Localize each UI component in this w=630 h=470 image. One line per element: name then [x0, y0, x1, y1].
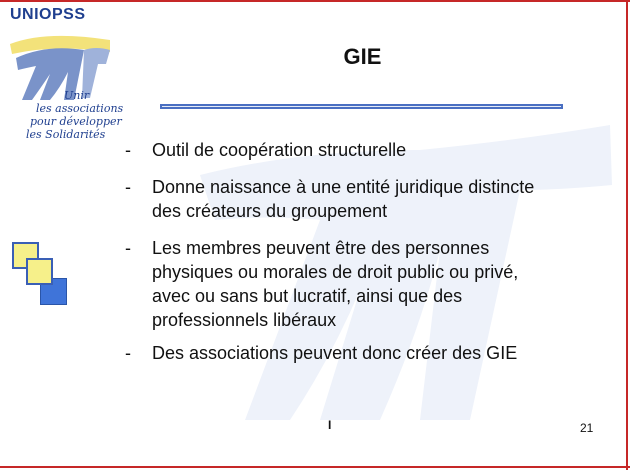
title-underline [160, 104, 563, 109]
bullet-dash: - [125, 238, 131, 258]
bullet-dash: - [125, 177, 131, 197]
bullet-item [125, 138, 605, 162]
logo-tagline-1: Unir [64, 89, 90, 102]
uniopss-logo [6, 2, 124, 152]
bullet-line: des créateurs du groupement [152, 201, 388, 221]
bullet-line: Outil de coopération structurelle [152, 140, 407, 160]
logo-title: UNIOPSS [10, 6, 86, 23]
bullet-line: avec ou sans but lucratif, ainsi que des [152, 286, 463, 306]
bullet-dash: - [125, 140, 131, 160]
logo-tagline-3: pour développer [30, 115, 122, 128]
page-number: 21 [580, 421, 594, 435]
slide-title: GIE [343, 44, 382, 69]
bullet-line: Donne naissance à une entité juridique distincte [152, 177, 535, 197]
logo-tagline-4: les Solidarités [26, 128, 106, 141]
bullet-list [125, 138, 605, 365]
footer-mark: I [328, 418, 332, 432]
bullet-item [125, 341, 605, 365]
bullet-line: professionnels libéraux [152, 310, 337, 330]
bullet-item [125, 236, 605, 332]
bullet-item [125, 175, 605, 223]
decor-square-yellow-2 [26, 258, 53, 285]
logo-swoosh-icon [6, 24, 116, 104]
bullet-dash: - [125, 343, 131, 363]
bullet-line: physiques ou morales de droit public ou privé, [152, 262, 519, 282]
bullet-line: Des associations peuvent donc créer des GIE [152, 343, 518, 363]
logo-tagline-2: les associations [36, 102, 124, 115]
bullet-line: Les membres peuvent être des personnes [152, 238, 490, 258]
